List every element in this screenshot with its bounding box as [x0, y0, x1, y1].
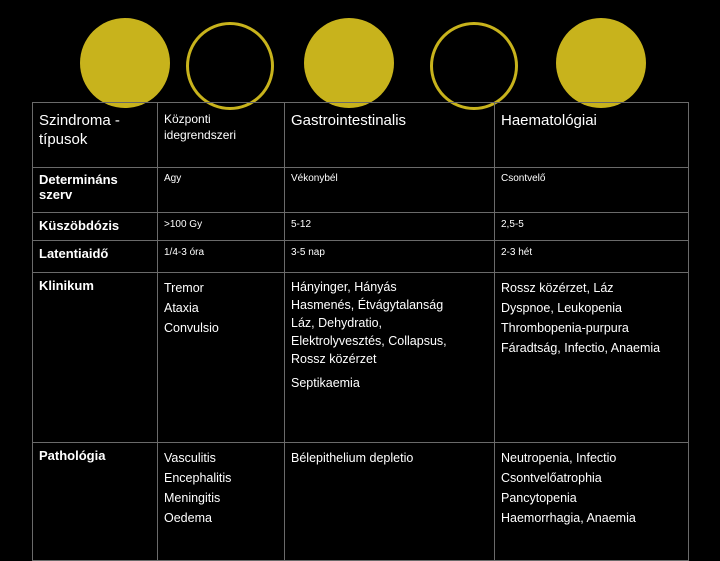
text-line: Rossz közérzet, Láz [501, 281, 614, 295]
text-line: Encephalitis [164, 471, 232, 485]
decor-circle-ring-2 [430, 22, 518, 110]
row-label-latency: Latentiaidő [33, 241, 158, 273]
text-line: Vasculitis [164, 451, 216, 465]
row-label-clinical: Klinikum [33, 273, 158, 443]
cell-gi-latency: 3-5 nap [285, 241, 495, 273]
text-line: Hasmenés, Étvágytalanság [291, 298, 444, 312]
table-row [33, 443, 689, 561]
cell-cns-dose: >100 Gy [158, 213, 285, 241]
text-line: Fáradtság, Infectio, Anaemia [501, 341, 661, 355]
table-row [33, 213, 689, 241]
decor-circle-filled-3 [556, 18, 646, 108]
row-label-threshold-dose: Küszöbdózis [33, 213, 158, 241]
table-row [33, 168, 689, 213]
cell-haem-clinical [495, 273, 689, 443]
text-line: Bélepithelium depletio [291, 451, 414, 465]
text-line: Septikaemia [291, 376, 360, 390]
text-line: Hányinger, Hányás [291, 280, 397, 294]
text-line: Csontvelőatrophia [501, 471, 602, 485]
text-line: Dyspnoe, Leukopenia [501, 301, 622, 315]
text-line: Thrombopenia-purpura [501, 321, 629, 335]
row-label-determinant-organ: Determináns szerv [33, 168, 158, 213]
header-syndrome-type: Szindroma - típusok [33, 103, 158, 168]
cell-haem-dose: 2,5-5 [495, 213, 689, 241]
table-row [33, 273, 689, 443]
cell-cns-organ: Agy [158, 168, 285, 213]
cell-haem-pathology [495, 443, 689, 561]
decor-circle-filled-2 [304, 18, 394, 108]
header-haematological: Haematológiai [495, 103, 689, 168]
decor-circle-ring-1 [186, 22, 274, 110]
cell-gi-organ: Vékonybél [285, 168, 495, 213]
cell-gi-pathology [285, 443, 495, 561]
text-line: Elektrolyvesztés, Collapsus, [291, 334, 447, 348]
text-line: Neutropenia, Infectio [501, 451, 617, 465]
table-row [33, 241, 689, 273]
header-cns: Központi idegrendszeri [158, 103, 285, 168]
text-line: Ataxia [164, 301, 199, 315]
syndrome-table [32, 102, 689, 561]
cell-haem-latency: 2-3 hét [495, 241, 689, 273]
text-line: Pancytopenia [501, 491, 577, 505]
decor-circle-filled-1 [80, 18, 170, 108]
cell-cns-latency: 1/4-3 óra [158, 241, 285, 273]
cell-cns-clinical [158, 273, 285, 443]
cell-gi-clinical [285, 273, 495, 443]
cell-cns-pathology [158, 443, 285, 561]
cell-gi-dose: 5-12 [285, 213, 495, 241]
header-gastrointestinal: Gastrointestinalis [285, 103, 495, 168]
text-line: Tremor [164, 281, 204, 295]
cell-haem-organ: Csontvelő [495, 168, 689, 213]
text-line: Convulsio [164, 321, 219, 335]
table-header-row [33, 103, 689, 168]
text-line: Láz, Dehydratio, [291, 316, 383, 330]
text-line: Meningitis [164, 491, 221, 505]
text-line: Haemorrhagia, Anaemia [501, 511, 636, 525]
text-line: Rossz közérzet [291, 352, 377, 366]
row-label-pathology: Pathológia [33, 443, 158, 561]
text-line: Oedema [164, 511, 212, 525]
